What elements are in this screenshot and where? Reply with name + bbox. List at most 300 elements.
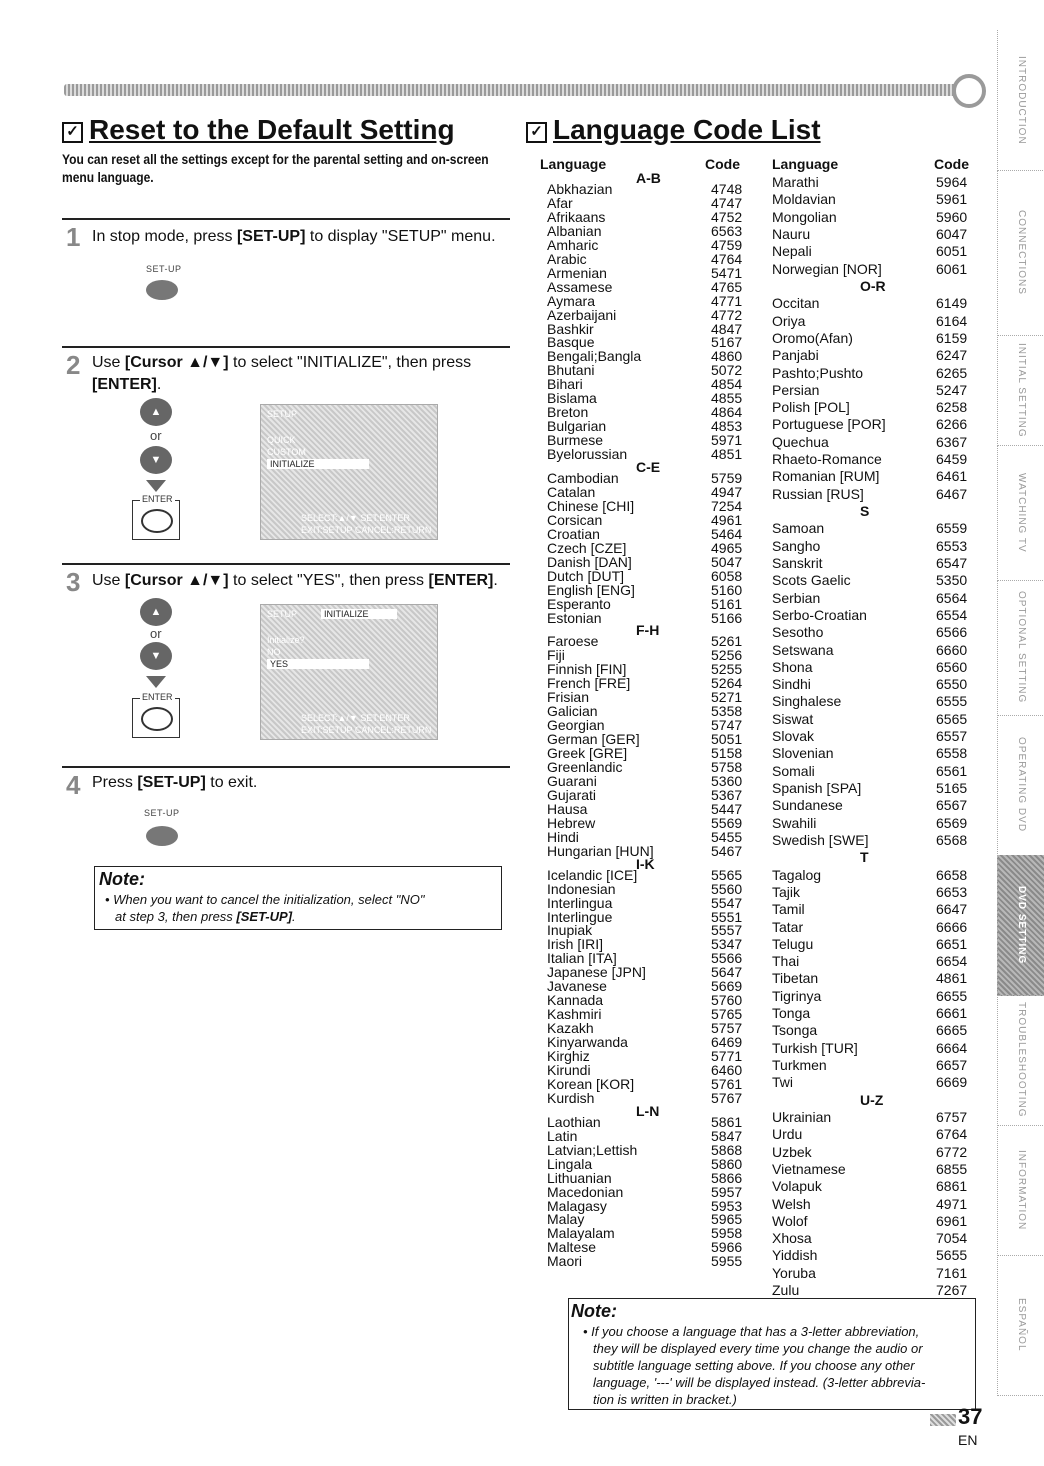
side-tab-watching-tv[interactable]: WATCHING TV (997, 445, 1044, 581)
note-title: Note: (99, 869, 145, 889)
language-code: 5167 (711, 334, 743, 351)
language-name: Malayalam (547, 1225, 615, 1242)
language-name: Zulu (772, 1282, 800, 1298)
language-name: German [GER] (547, 731, 640, 748)
arrow-down-icon (146, 480, 166, 492)
language-name: Hindi (547, 828, 579, 845)
header-circle-icon (952, 74, 986, 108)
language-name: Javanese (547, 978, 607, 995)
language-name: Thai (772, 953, 800, 970)
header-rule (64, 84, 964, 96)
language-name: Kinyarwanda (547, 1034, 628, 1051)
language-code: 6258 (936, 399, 968, 416)
language-code: 5767 (711, 1089, 743, 1106)
language-code: 6559 (936, 520, 968, 537)
language-name: Serbian (772, 589, 821, 606)
language-code: 4747 (711, 194, 743, 211)
step-2-text: Use [Cursor ▲/▼] to select "INITIALIZE", then press [ENTER]. (92, 354, 472, 393)
language-code: 5758 (711, 759, 743, 775)
language-code: 6164 (936, 312, 968, 329)
group-header: A-B (636, 170, 661, 186)
language-name: Greenlandic (547, 759, 623, 775)
language-code: 5551 (711, 908, 743, 925)
language-name: Quechua (772, 433, 829, 450)
col-header-language: Language (540, 156, 607, 172)
language-code: 6653 (936, 883, 968, 900)
step-number: 1 (66, 222, 81, 252)
language-name: Breton (547, 404, 589, 421)
group-header: I-K (636, 855, 655, 872)
language-code: 5866 (711, 1169, 743, 1186)
language-name: Afrikaans (547, 208, 606, 225)
step-3-text: Use [Cursor ▲/▼] to select "YES", then press [ENTER]. (92, 572, 498, 589)
language-code: 6058 (711, 567, 743, 584)
language-code: 6566 (936, 624, 968, 641)
group-header: F-H (636, 622, 660, 639)
language-code: 6757 (936, 1109, 968, 1125)
language-name: Danish [DAN] (547, 553, 632, 570)
language-code: 5165 (936, 779, 968, 796)
language-code: 7054 (936, 1230, 968, 1247)
language-name: Twi (772, 1074, 793, 1091)
language-name: Tonga (772, 1005, 811, 1021)
language-code: 5455 (711, 828, 743, 845)
language-name: Bhutani (547, 362, 595, 379)
language-code: 5161 (711, 595, 743, 612)
language-name: Fiji (547, 647, 565, 664)
language-code: 6861 (936, 1178, 968, 1195)
menu-item-initialize: INITIALIZE (267, 459, 369, 469)
language-name: Laothian (547, 1113, 601, 1130)
language-code-list-title: ✓ Language Code List (526, 114, 821, 146)
step-1-text: In stop mode, press [SET-UP] to display "SETUP" menu. (92, 228, 496, 245)
language-name: Xhosa (772, 1230, 812, 1247)
language-code: 5957 (711, 1183, 743, 1200)
language-code: 5467 (711, 842, 743, 859)
language-code: 5761 (711, 1075, 743, 1092)
language-code: 5868 (711, 1141, 743, 1158)
language-code: 6560 (936, 658, 968, 675)
screen-footer: SELECT:▲/▼ SET:ENTER (301, 513, 410, 523)
language-code: 6961 (936, 1212, 968, 1229)
language-name: Lingala (547, 1155, 593, 1172)
language-name: Hebrew (547, 814, 596, 831)
language-code: 6563 (711, 222, 743, 239)
language-name: Scots Gaelic (772, 572, 851, 589)
reset-section-title: ✓ Reset to the Default Setting (62, 114, 455, 146)
confirm-prompt: Initialize? (267, 635, 305, 645)
setup-screen-initialize (260, 404, 438, 540)
language-name: Sindhi (772, 676, 811, 693)
language-code: 6654 (936, 953, 968, 970)
language-name: Dutch [DUT] (547, 567, 625, 584)
language-name: Singhalese (772, 693, 842, 710)
language-code: 6660 (936, 641, 968, 658)
language-name: Kannada (547, 992, 604, 1009)
language-code: 6550 (936, 676, 968, 693)
language-name: Mongolian (772, 208, 837, 225)
language-name: Hausa (547, 800, 588, 817)
language-name: Kirundi (547, 1061, 591, 1078)
setup-button-icon (146, 280, 178, 300)
language-name: Wolof (772, 1212, 808, 1229)
language-code: 6567 (936, 797, 968, 814)
language-name: Interlingua (547, 894, 613, 911)
note-text: • If you choose a language that has a 3-letter abbreviation, they will be displayed every time you change the audio or subtitle language setting above. If you choose any other language, '---' will be displayed instead. (3-letter abbrevia- tion is written in bracket.) (583, 1324, 926, 1407)
language-name: Macedonian (547, 1183, 624, 1200)
side-tab-introduction[interactable]: INTRODUCTION (997, 30, 1044, 171)
cursor-down-button-icon: ▼ (140, 642, 172, 670)
language-name: Korean [KOR] (547, 1075, 635, 1092)
language-name: Tatar (772, 918, 804, 935)
language-code: 4771 (711, 292, 743, 309)
language-name: Kurdish (547, 1089, 595, 1106)
language-name: Maltese (547, 1239, 597, 1256)
col-header-language: Language (772, 156, 839, 172)
language-code: 6247 (936, 347, 968, 364)
checkbox-icon: ✓ (526, 122, 547, 143)
language-name: Sundanese (772, 797, 843, 814)
side-tab-espanol[interactable]: ESPAÑOL (997, 1255, 1044, 1396)
language-code: 5347 (711, 936, 743, 953)
enter-button-icon (132, 698, 180, 738)
language-name: Hungarian [HUN] (547, 842, 654, 859)
language-name: Telugu (772, 935, 814, 952)
side-tab-connections[interactable]: CONNECTIONS (997, 170, 1044, 336)
language-code: 6661 (936, 1005, 968, 1021)
side-tab-dvd-setting[interactable]: DVD SETTING (997, 855, 1044, 996)
language-name: Bashkir (547, 320, 594, 337)
language-name: Albanian (547, 222, 602, 239)
language-code: 5557 (711, 922, 743, 939)
setup-button-label: SET-UP (146, 264, 182, 274)
cursor-up-button-icon: ▲ (140, 398, 172, 426)
page-language: EN (958, 1432, 978, 1448)
language-name: Guarani (547, 772, 597, 789)
divider (62, 563, 510, 565)
col-header-code: Code (705, 156, 740, 172)
language-code: 4759 (711, 236, 743, 253)
language-code: 6558 (936, 745, 968, 762)
language-name: Siswat (772, 710, 814, 727)
language-code: 5961 (936, 191, 968, 208)
side-tab-operating-dvd[interactable]: OPERATING DVD (997, 715, 1044, 856)
enter-button-label: ENTER (142, 494, 173, 504)
language-name: Frisian (547, 689, 590, 706)
language-code: 4854 (711, 376, 743, 393)
language-code: 5747 (711, 717, 743, 734)
language-code: 6651 (936, 935, 968, 952)
language-code: 4748 (711, 181, 743, 197)
cursor-down-button-icon: ▼ (140, 446, 172, 474)
language-code: 5565 (711, 866, 743, 883)
language-name: Ukrainian (772, 1109, 832, 1125)
language-code: 4851 (711, 446, 743, 463)
note-title: Note: (571, 1301, 617, 1321)
language-name: Czech [CZE] (547, 539, 627, 556)
language-name: English [ENG] (547, 581, 635, 598)
language-code: 6855 (936, 1160, 968, 1177)
language-code: 6764 (936, 1126, 968, 1143)
language-code: 6561 (936, 762, 968, 779)
language-name: Aymara (547, 292, 595, 309)
language-code: 5471 (711, 264, 743, 281)
language-code: 6565 (936, 710, 968, 727)
screen-tab: INITIALIZE (321, 609, 397, 619)
note-text: • When you want to cancel the initialization, select "NO" at step 3, then press [SET-UP]. (105, 892, 425, 924)
language-name: Turkmen (772, 1056, 827, 1073)
language-code: 6658 (936, 866, 968, 883)
setup-button-label: SET-UP (144, 808, 180, 818)
language-name: Oromo(Afan) (772, 329, 853, 346)
language-code: 5966 (711, 1239, 743, 1256)
language-code: 5964 (936, 174, 968, 190)
language-name: Tsonga (772, 1022, 818, 1039)
language-name: Sangho (772, 537, 821, 554)
language-name: Cambodian (547, 470, 619, 486)
language-name: Russian [RUS] (772, 485, 864, 502)
language-code: 6772 (936, 1143, 968, 1160)
language-name: Norwegian [NOR] (772, 260, 882, 277)
language-name: Nepali (772, 243, 812, 260)
or-label: or (150, 428, 162, 443)
language-code: 6664 (936, 1039, 968, 1056)
language-name: Tigrinya (772, 987, 822, 1004)
language-name: Latvian;Lettish (547, 1141, 638, 1158)
language-name: Japanese [JPN] (547, 964, 646, 981)
language-name: Moldavian (772, 191, 836, 208)
reset-note-box (94, 866, 502, 930)
setup-button-icon (146, 826, 178, 846)
language-name: Turkish [TUR] (772, 1039, 858, 1056)
language-name: Tamil (772, 901, 805, 918)
language-code: 7267 (936, 1282, 968, 1298)
language-name: Estonian (547, 609, 602, 626)
language-code: 6469 (711, 1034, 743, 1051)
language-code: 4971 (936, 1195, 968, 1212)
language-code: 5255 (711, 661, 743, 678)
language-name: Serbo-Croatian (772, 606, 867, 623)
language-code: 5771 (711, 1048, 743, 1064)
language-code: 6568 (936, 831, 968, 848)
language-name: Interlingue (547, 908, 613, 925)
language-code: 5669 (711, 978, 743, 995)
language-code: 4752 (711, 208, 743, 225)
group-header: C-E (636, 459, 661, 475)
language-code: 5367 (711, 786, 743, 803)
language-code: 6564 (936, 589, 968, 606)
language-name: Vietnamese (772, 1160, 846, 1177)
menu-item-custom: CUSTOM (267, 447, 306, 457)
language-name: Portuguese [POR] (772, 416, 886, 433)
language-name: Armenian (547, 264, 607, 281)
group-header: L-N (636, 1102, 660, 1119)
language-code: 6061 (936, 260, 968, 277)
or-label: or (150, 626, 162, 641)
language-code: 5759 (711, 470, 743, 486)
reset-intro: You can reset all the settings except for the parental setting and on-screen menu language. (62, 151, 489, 185)
language-code: 4861 (936, 970, 968, 987)
language-code: 6557 (936, 728, 968, 744)
language-code: 5271 (711, 689, 743, 706)
language-code: 5072 (711, 362, 743, 379)
menu-item-quick: QUICK (267, 435, 296, 445)
language-code: 6569 (936, 814, 968, 831)
language-code: 5051 (711, 731, 743, 748)
language-code: 6555 (936, 693, 968, 710)
language-name: Finnish [FIN] (547, 661, 627, 678)
language-name: Shona (772, 658, 813, 675)
language-name: Marathi (772, 174, 819, 190)
screen-footer: SELECT:▲/▼ SET:ENTER (301, 713, 410, 723)
language-code: 6547 (936, 555, 968, 571)
enter-button-label: ENTER (142, 692, 173, 702)
side-tab-troubleshooting[interactable]: TROUBLESHOOTING (997, 995, 1044, 1126)
checkbox-icon: ✓ (62, 122, 83, 143)
language-name: Faroese (547, 633, 599, 650)
language-name: Kazakh (547, 1020, 594, 1037)
language-name: Esperanto (547, 595, 611, 612)
language-code: 4772 (711, 306, 743, 323)
language-name: Corsican (547, 511, 603, 528)
language-code: 6051 (936, 243, 968, 260)
language-code: 5160 (711, 581, 743, 598)
language-name: Bengali;Bangla (547, 348, 642, 365)
language-code: 5447 (711, 800, 743, 817)
language-name: Rhaeto-Romance (772, 451, 882, 467)
language-code: 5560 (711, 880, 743, 897)
language-note-box (568, 1298, 976, 1410)
language-code: 6666 (936, 918, 968, 935)
language-name: Kashmiri (547, 1006, 602, 1023)
language-name: Bulgarian (547, 418, 607, 435)
page-number: 37 (958, 1404, 983, 1429)
language-name: Burmese (547, 432, 604, 449)
language-name: Occitan (772, 295, 820, 312)
language-code: 5256 (711, 647, 743, 664)
language-name: Bihari (547, 376, 583, 393)
language-code: 5765 (711, 1006, 743, 1023)
page-number-bar (930, 1414, 956, 1426)
step-number: 2 (66, 350, 81, 380)
step-number: 4 (66, 770, 81, 800)
language-name: Afar (547, 194, 573, 211)
language-code: 5960 (936, 208, 968, 225)
screen-title: SETUP (267, 409, 298, 419)
language-code: 5566 (711, 950, 743, 967)
language-name: Croatian (547, 525, 600, 542)
language-name: Uzbek (772, 1143, 812, 1160)
language-name: Oriya (772, 312, 806, 329)
language-name: Yiddish (772, 1247, 818, 1264)
language-code: 6553 (936, 537, 968, 554)
side-tab-optional-setting[interactable]: OPTIONAL SETTING (997, 580, 1044, 716)
language-name: Tagalog (772, 866, 822, 883)
language-name: Volapuk (772, 1178, 822, 1195)
arrow-down-icon (146, 676, 166, 688)
language-name: Icelandic [ICE] (547, 866, 638, 883)
language-code: 5158 (711, 745, 743, 762)
language-name: Italian [ITA] (547, 950, 617, 967)
language-name: Chinese [CHI] (547, 497, 635, 514)
language-name: Nauru (772, 225, 811, 242)
language-name: Urdu (772, 1126, 803, 1143)
language-code: 5547 (711, 894, 743, 911)
language-code: 5953 (711, 1197, 743, 1214)
language-code: 5860 (711, 1155, 743, 1172)
language-code: 6367 (936, 433, 968, 450)
language-code: 5047 (711, 553, 743, 570)
language-name: Welsh (772, 1195, 811, 1212)
language-name: Lithuanian (547, 1169, 612, 1186)
language-code: 6461 (936, 468, 968, 485)
language-name: Azerbaijani (547, 306, 617, 323)
language-code: 7161 (936, 1264, 968, 1281)
language-code: 5655 (936, 1247, 968, 1264)
menu-item-no: NO (267, 647, 281, 657)
language-name: Spanish [SPA] (772, 779, 862, 796)
language-name: Somali (772, 762, 815, 779)
language-code: 6265 (936, 364, 968, 381)
language-code: 6657 (936, 1056, 968, 1073)
language-code: 5569 (711, 814, 743, 831)
language-code: 5358 (711, 703, 743, 720)
language-code: 6554 (936, 606, 968, 623)
setup-screen-confirm (260, 604, 438, 740)
divider (62, 218, 510, 220)
language-name: Tajik (772, 883, 801, 900)
language-code: 5955 (711, 1253, 743, 1270)
language-name: Romanian [RUM] (772, 468, 880, 485)
language-name: Amharic (547, 236, 599, 253)
language-code: 4764 (711, 250, 743, 267)
language-code: 4864 (711, 404, 743, 421)
language-code: 4847 (711, 320, 743, 337)
language-code: 6665 (936, 1022, 968, 1039)
language-name: Sesotho (772, 624, 824, 641)
language-code: 6669 (936, 1074, 968, 1091)
side-tab-initial-setting[interactable]: INITIAL SETTING (997, 335, 1044, 446)
language-name: Sanskrit (772, 555, 823, 571)
language-code: 4965 (711, 539, 743, 556)
language-name: Swedish [SWE] (772, 831, 869, 848)
divider (62, 766, 510, 768)
language-code: 4765 (711, 278, 743, 295)
language-name: Galician (547, 703, 598, 720)
language-name: Abkhazian (547, 181, 613, 197)
language-name: Persian (772, 381, 820, 398)
language-name: Polish [POL] (772, 399, 850, 416)
language-code: 6047 (936, 225, 968, 242)
language-code: 5264 (711, 675, 743, 692)
language-code: 5757 (711, 1020, 743, 1037)
language-name: Malay (547, 1211, 585, 1228)
group-header: T (860, 849, 869, 866)
divider (62, 346, 510, 348)
language-name: Latin (547, 1127, 578, 1144)
language-code: 6467 (936, 485, 968, 502)
language-code: 5847 (711, 1127, 743, 1144)
side-tab-information[interactable]: INFORMATION (997, 1125, 1044, 1256)
col-header-code: Code (934, 156, 969, 172)
language-code: 5350 (936, 572, 968, 589)
language-code: 5166 (711, 609, 743, 626)
language-code: 6266 (936, 416, 968, 433)
language-code: 6159 (936, 329, 968, 346)
screen-footer: EXIT:SETUP CANCEL:RETURN (301, 525, 432, 535)
language-code: 6460 (711, 1061, 743, 1078)
language-code: 5261 (711, 633, 743, 650)
